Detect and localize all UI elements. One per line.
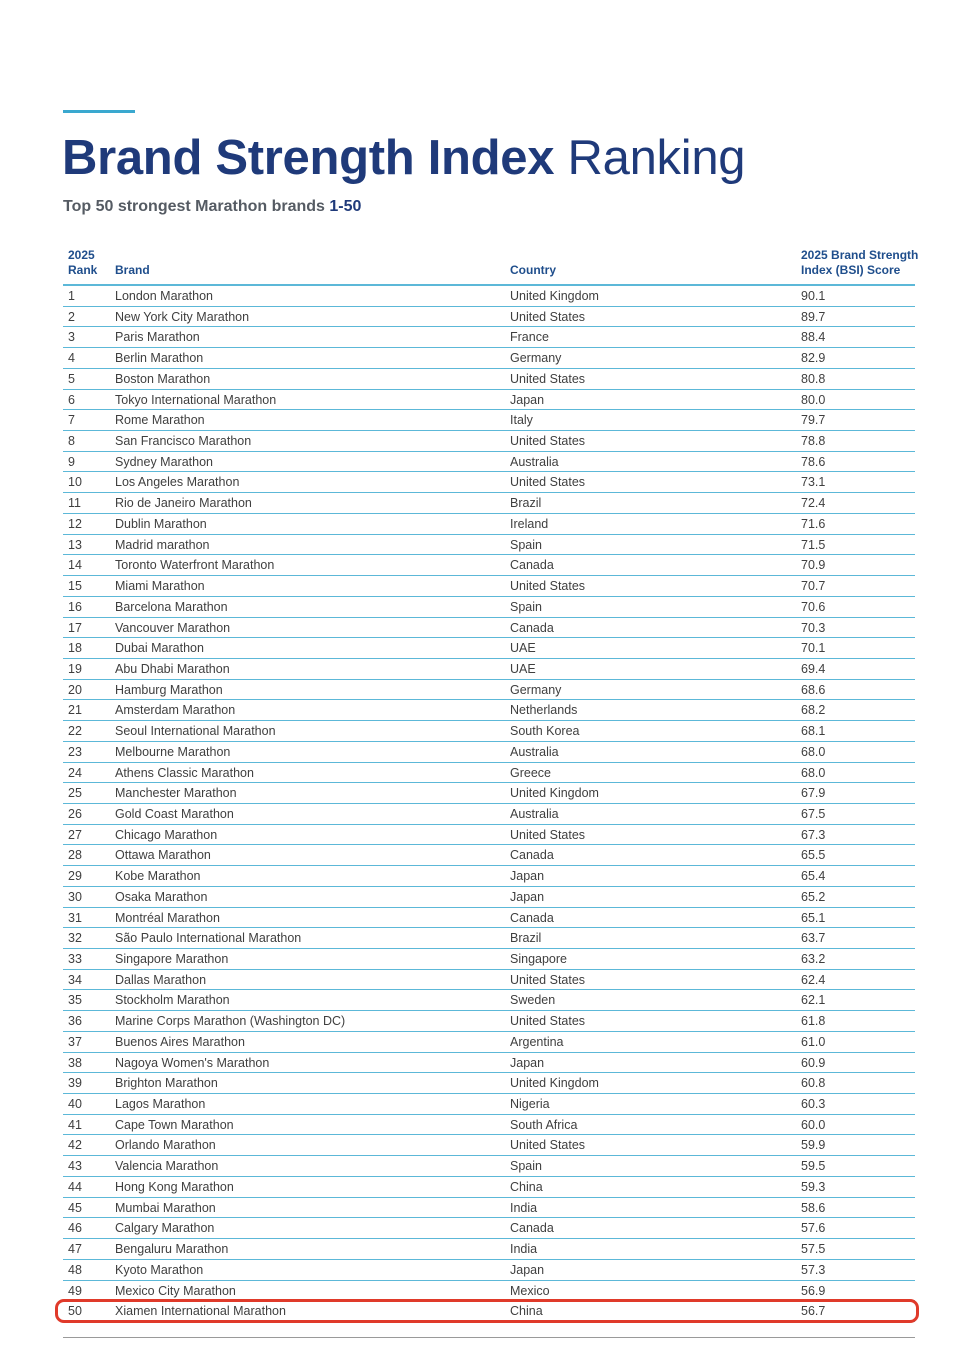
brand-cell: Ottawa Marathon xyxy=(115,848,211,863)
score-cell: 65.5 xyxy=(801,848,826,863)
country-cell: UAE xyxy=(510,661,536,676)
score-cell: 80.8 xyxy=(801,371,826,386)
brand-cell: Madrid marathon xyxy=(115,537,210,552)
country-cell: Japan xyxy=(510,1055,545,1070)
page-title-light: Ranking xyxy=(567,131,746,185)
country-cell: United States xyxy=(510,579,586,594)
table-row xyxy=(63,659,915,680)
brand-cell: Sydney Marathon xyxy=(115,454,213,469)
rank-cell: 12 xyxy=(68,516,82,531)
score-cell: 67.3 xyxy=(801,827,826,842)
country-cell: Canada xyxy=(510,848,554,863)
rank-cell: 27 xyxy=(68,827,82,842)
country-cell: France xyxy=(510,330,549,345)
rank-cell: 8 xyxy=(68,434,75,449)
rank-cell: 34 xyxy=(68,972,82,987)
table-row xyxy=(63,410,915,431)
table-row xyxy=(63,576,915,597)
brand-cell: London Marathon xyxy=(115,289,213,303)
brand-cell: Marine Corps Marathon (Washington DC) xyxy=(115,1014,346,1029)
score-cell: 65.1 xyxy=(801,910,826,925)
brand-cell: Tokyo International Marathon xyxy=(115,392,277,407)
rank-cell: 2 xyxy=(68,309,75,324)
rank-cell: 49 xyxy=(68,1283,82,1298)
score-cell: 57.6 xyxy=(801,1221,826,1236)
column-header-rank-line1: 2025 xyxy=(68,248,95,262)
country-cell: India xyxy=(510,1242,538,1257)
brand-cell: Chicago Marathon xyxy=(115,827,218,842)
table-row xyxy=(63,348,915,369)
country-cell: China xyxy=(510,1179,543,1194)
score-cell: 57.5 xyxy=(801,1242,826,1257)
table-row xyxy=(63,555,915,576)
country-cell: Argentina xyxy=(510,1034,564,1049)
country-cell: Netherlands xyxy=(510,703,578,718)
score-cell: 72.4 xyxy=(801,496,826,511)
rank-cell: 35 xyxy=(68,993,82,1008)
rank-cell: 31 xyxy=(68,910,82,925)
score-cell: 68.0 xyxy=(801,765,826,780)
country-cell: South Korea xyxy=(510,724,580,739)
page-title xyxy=(62,128,745,188)
brand-cell: Orlando Marathon xyxy=(115,1138,216,1153)
country-cell: United Kingdom xyxy=(510,1076,599,1091)
country-cell: Singapore xyxy=(510,952,567,966)
score-cell: 68.2 xyxy=(801,703,826,718)
table-row xyxy=(63,307,915,328)
rank-cell: 7 xyxy=(68,413,75,428)
score-cell: 80.0 xyxy=(801,392,826,407)
score-cell: 61.8 xyxy=(801,1014,826,1029)
rank-cell: 39 xyxy=(68,1076,82,1091)
country-cell: Spain xyxy=(510,599,542,614)
rank-cell: 4 xyxy=(68,351,75,366)
rank-cell: 45 xyxy=(68,1200,82,1215)
brand-cell: Kyoto Marathon xyxy=(115,1262,204,1277)
rank-cell: 22 xyxy=(68,724,82,739)
rank-cell: 10 xyxy=(68,475,82,490)
rank-cell: 48 xyxy=(68,1262,82,1277)
score-cell: 70.3 xyxy=(801,620,826,635)
score-cell: 70.6 xyxy=(801,599,826,614)
rank-cell: 44 xyxy=(68,1179,82,1194)
brand-cell: Rio de Janeiro Marathon xyxy=(115,496,252,511)
country-cell: Australia xyxy=(510,454,559,469)
country-cell: Australia xyxy=(510,806,559,821)
country-cell: Japan xyxy=(510,869,545,884)
country-cell: United States xyxy=(510,434,586,449)
brand-cell: Hong Kong Marathon xyxy=(115,1179,234,1194)
rank-cell: 13 xyxy=(68,537,82,552)
rank-cell: 33 xyxy=(68,952,82,966)
table-row xyxy=(63,493,915,514)
country-cell: Japan xyxy=(510,1262,545,1277)
country-cell: United States xyxy=(510,972,586,987)
table-row xyxy=(63,638,915,659)
brand-cell: Singapore Marathon xyxy=(115,952,229,966)
rank-cell: 21 xyxy=(68,703,82,718)
table-row xyxy=(63,970,915,991)
brand-cell: Cape Town Marathon xyxy=(115,1117,234,1132)
table-row xyxy=(63,1011,915,1032)
score-cell: 70.1 xyxy=(801,641,826,656)
rank-cell: 50 xyxy=(68,1304,82,1319)
rank-cell: 18 xyxy=(68,641,82,656)
score-cell: 59.9 xyxy=(801,1138,826,1153)
score-cell: 62.4 xyxy=(801,972,826,987)
table-row xyxy=(63,990,915,1011)
score-cell: 59.3 xyxy=(801,1179,826,1194)
country-cell: United States xyxy=(510,827,586,842)
rank-cell: 46 xyxy=(68,1221,82,1236)
country-cell: Canada xyxy=(510,910,554,925)
country-cell: Brazil xyxy=(510,931,542,946)
brand-cell: Stockholm Marathon xyxy=(115,993,230,1008)
table-row xyxy=(63,618,915,639)
score-cell: 89.7 xyxy=(801,309,826,324)
country-cell: Mexico xyxy=(510,1283,550,1298)
rank-cell: 28 xyxy=(68,848,82,863)
brand-cell: Miami Marathon xyxy=(115,579,205,594)
rank-cell: 20 xyxy=(68,682,82,697)
brand-cell: Dublin Marathon xyxy=(115,516,207,531)
table-row xyxy=(63,680,915,701)
brand-cell: Mexico City Marathon xyxy=(115,1283,236,1298)
brand-cell: Melbourne Marathon xyxy=(115,744,231,759)
table-row xyxy=(63,721,915,742)
score-cell: 56.9 xyxy=(801,1283,826,1298)
score-cell: 90.1 xyxy=(801,289,826,303)
country-cell: Sweden xyxy=(510,993,556,1008)
country-cell: United States xyxy=(510,475,586,490)
table-row xyxy=(63,1135,915,1156)
table-row xyxy=(63,908,915,929)
score-cell: 68.0 xyxy=(801,744,826,759)
country-cell: Canada xyxy=(510,1221,554,1236)
brand-cell: Amsterdam Marathon xyxy=(115,703,236,718)
score-cell: 70.9 xyxy=(801,558,826,573)
table-row xyxy=(63,700,915,721)
brand-cell: Gold Coast Marathon xyxy=(115,806,234,821)
brand-cell: Valencia Marathon xyxy=(115,1159,219,1174)
table-row xyxy=(63,1177,915,1198)
brand-cell: Vancouver Marathon xyxy=(115,620,231,635)
brand-cell: Los Angeles Marathon xyxy=(115,475,240,490)
country-cell: Germany xyxy=(510,682,562,697)
brand-cell: Brighton Marathon xyxy=(115,1076,218,1091)
table-row xyxy=(63,369,915,390)
table-row xyxy=(63,928,915,949)
score-cell: 68.1 xyxy=(801,724,826,739)
rank-cell: 5 xyxy=(68,371,75,386)
score-cell: 60.8 xyxy=(801,1076,826,1091)
score-cell: 71.6 xyxy=(801,516,826,531)
table-row xyxy=(63,390,915,411)
rank-cell: 47 xyxy=(68,1242,82,1257)
table-row xyxy=(63,327,915,348)
score-cell: 63.2 xyxy=(801,952,826,966)
brand-cell: San Francisco Marathon xyxy=(115,434,252,449)
rank-cell: 6 xyxy=(68,392,75,407)
country-cell: Nigeria xyxy=(510,1097,550,1112)
table-row xyxy=(63,1053,915,1074)
table-row xyxy=(63,1198,915,1219)
brand-cell: Osaka Marathon xyxy=(115,889,208,904)
country-cell: Greece xyxy=(510,765,551,780)
bottom-divider xyxy=(63,1337,915,1338)
column-header-score xyxy=(801,248,919,278)
subtitle xyxy=(63,198,361,216)
table-row xyxy=(63,1156,915,1177)
table-row xyxy=(63,1094,915,1115)
country-cell: Japan xyxy=(510,889,545,904)
table-row xyxy=(63,1301,915,1322)
table-row xyxy=(63,535,915,556)
score-cell: 78.6 xyxy=(801,454,826,469)
country-cell: China xyxy=(510,1304,543,1319)
brand-cell: Toronto Waterfront Marathon xyxy=(115,558,275,573)
score-cell: 58.6 xyxy=(801,1200,826,1215)
table-row xyxy=(63,514,915,535)
country-cell: United Kingdom xyxy=(510,289,599,303)
brand-cell: Athens Classic Marathon xyxy=(115,765,254,780)
rank-cell: 40 xyxy=(68,1097,82,1112)
rank-cell: 43 xyxy=(68,1159,82,1174)
country-cell: South Africa xyxy=(510,1117,578,1132)
brand-cell: Berlin Marathon xyxy=(115,351,204,366)
brand-cell: Buenos Aires Marathon xyxy=(115,1034,245,1049)
country-cell: UAE xyxy=(510,641,536,656)
score-cell: 69.4 xyxy=(801,661,826,676)
score-cell: 67.5 xyxy=(801,806,826,821)
score-cell: 71.5 xyxy=(801,537,826,552)
table-row xyxy=(63,597,915,618)
subtitle-range: 1-50 xyxy=(329,198,362,215)
rank-cell: 19 xyxy=(68,661,82,676)
rank-cell: 14 xyxy=(68,558,82,573)
country-cell: United States xyxy=(510,371,586,386)
table-row xyxy=(63,1260,915,1281)
brand-cell: São Paulo International Marathon xyxy=(115,931,302,946)
brand-cell: Bengaluru Marathon xyxy=(115,1242,229,1257)
table-row xyxy=(63,1281,915,1302)
country-cell: India xyxy=(510,1200,538,1215)
score-cell: 60.3 xyxy=(801,1097,826,1112)
brand-cell: Nagoya Women's Marathon xyxy=(115,1055,270,1070)
country-cell: United States xyxy=(510,1014,586,1029)
table-row xyxy=(63,763,915,784)
country-cell: Canada xyxy=(510,620,554,635)
country-cell: Spain xyxy=(510,537,542,552)
brand-cell: Hamburg Marathon xyxy=(115,682,223,697)
rank-cell: 17 xyxy=(68,620,82,635)
score-cell: 70.7 xyxy=(801,579,826,594)
brand-cell: Mumbai Marathon xyxy=(115,1200,216,1215)
table-header xyxy=(63,248,919,284)
score-cell: 62.1 xyxy=(801,993,826,1008)
score-cell: 65.2 xyxy=(801,889,826,904)
rank-cell: 37 xyxy=(68,1034,82,1049)
table-row xyxy=(63,431,915,452)
score-cell: 63.7 xyxy=(801,931,826,946)
rank-cell: 3 xyxy=(68,330,75,345)
rank-cell: 42 xyxy=(68,1138,82,1153)
rank-cell: 1 xyxy=(68,289,75,303)
rank-cell: 41 xyxy=(68,1117,82,1132)
brand-cell: Manchester Marathon xyxy=(115,786,237,801)
table-row xyxy=(63,286,915,307)
score-cell: 79.7 xyxy=(801,413,826,428)
accent-line xyxy=(63,110,135,113)
table-row xyxy=(63,1239,915,1260)
table-row xyxy=(63,742,915,763)
score-cell: 67.9 xyxy=(801,786,826,801)
score-cell: 61.0 xyxy=(801,1034,826,1049)
brand-cell: Kobe Marathon xyxy=(115,869,201,884)
score-cell: 73.1 xyxy=(801,475,826,490)
table-row xyxy=(63,866,915,887)
column-header-score-line2: Index (BSI) Score xyxy=(801,263,901,277)
score-cell: 57.3 xyxy=(801,1262,826,1277)
rank-cell: 15 xyxy=(68,579,82,594)
brand-cell: Dubai Marathon xyxy=(115,641,204,656)
rank-cell: 9 xyxy=(68,454,75,469)
rank-cell: 16 xyxy=(68,599,82,614)
brand-cell: Rome Marathon xyxy=(115,413,205,428)
rank-cell: 23 xyxy=(68,744,82,759)
country-cell: United Kingdom xyxy=(510,786,599,801)
subtitle-text: Top 50 strongest Marathon brands xyxy=(63,198,325,215)
score-cell: 78.8 xyxy=(801,434,826,449)
score-cell: 60.9 xyxy=(801,1055,826,1070)
rank-cell: 32 xyxy=(68,931,82,946)
table-row xyxy=(63,1115,915,1136)
table-row xyxy=(63,845,915,866)
country-cell: United States xyxy=(510,309,586,324)
column-header-country: Country xyxy=(510,263,556,277)
column-header-rank-line2: Rank xyxy=(68,263,98,277)
brand-cell: Boston Marathon xyxy=(115,371,211,386)
country-cell: Japan xyxy=(510,392,545,407)
brand-cell: Calgary Marathon xyxy=(115,1221,215,1236)
page-title-bold: Brand Strength Index xyxy=(62,131,555,185)
ranking-table-body xyxy=(63,286,915,1322)
rank-cell: 29 xyxy=(68,869,82,884)
table-row xyxy=(63,887,915,908)
table-row xyxy=(63,804,915,825)
brand-cell: Dallas Marathon xyxy=(115,972,207,987)
country-cell: Ireland xyxy=(510,516,549,531)
score-cell: 60.0 xyxy=(801,1117,826,1132)
rank-cell: 38 xyxy=(68,1055,82,1070)
country-cell: Italy xyxy=(510,413,533,428)
score-cell: 88.4 xyxy=(801,330,826,345)
table-row xyxy=(63,1032,915,1053)
table-row xyxy=(63,472,915,493)
country-cell: Spain xyxy=(510,1159,542,1174)
table-row xyxy=(63,1073,915,1094)
rank-cell: 26 xyxy=(68,806,82,821)
country-cell: United States xyxy=(510,1138,586,1153)
table-row xyxy=(63,783,915,804)
brand-cell: Montréal Marathon xyxy=(115,910,220,925)
brand-cell: Paris Marathon xyxy=(115,330,200,345)
table-row xyxy=(63,949,915,970)
rank-cell: 36 xyxy=(68,1014,82,1029)
table-row xyxy=(63,1218,915,1239)
brand-cell: Lagos Marathon xyxy=(115,1097,206,1112)
table-row xyxy=(63,825,915,846)
country-cell: Brazil xyxy=(510,496,542,511)
column-header-score-line1: 2025 Brand Strength xyxy=(801,248,919,262)
score-cell: 65.4 xyxy=(801,869,826,884)
country-cell: Australia xyxy=(510,744,559,759)
brand-cell: New York City Marathon xyxy=(115,309,250,324)
country-cell: Germany xyxy=(510,351,562,366)
score-cell: 59.5 xyxy=(801,1159,826,1174)
column-header-brand: Brand xyxy=(115,263,150,277)
brand-cell: Abu Dhabi Marathon xyxy=(115,661,230,676)
score-cell: 68.6 xyxy=(801,682,826,697)
rank-cell: 25 xyxy=(68,786,82,801)
brand-cell: Seoul International Marathon xyxy=(115,724,276,739)
score-cell: 56.7 xyxy=(801,1304,826,1319)
rank-cell: 30 xyxy=(68,889,82,904)
table-row xyxy=(63,452,915,473)
score-cell: 82.9 xyxy=(801,351,826,366)
rank-cell: 24 xyxy=(68,765,82,780)
rank-cell: 11 xyxy=(68,496,81,511)
brand-cell: Barcelona Marathon xyxy=(115,599,228,614)
brand-cell: Xiamen International Marathon xyxy=(115,1304,286,1319)
country-cell: Canada xyxy=(510,558,554,573)
column-header-rank xyxy=(68,248,108,278)
